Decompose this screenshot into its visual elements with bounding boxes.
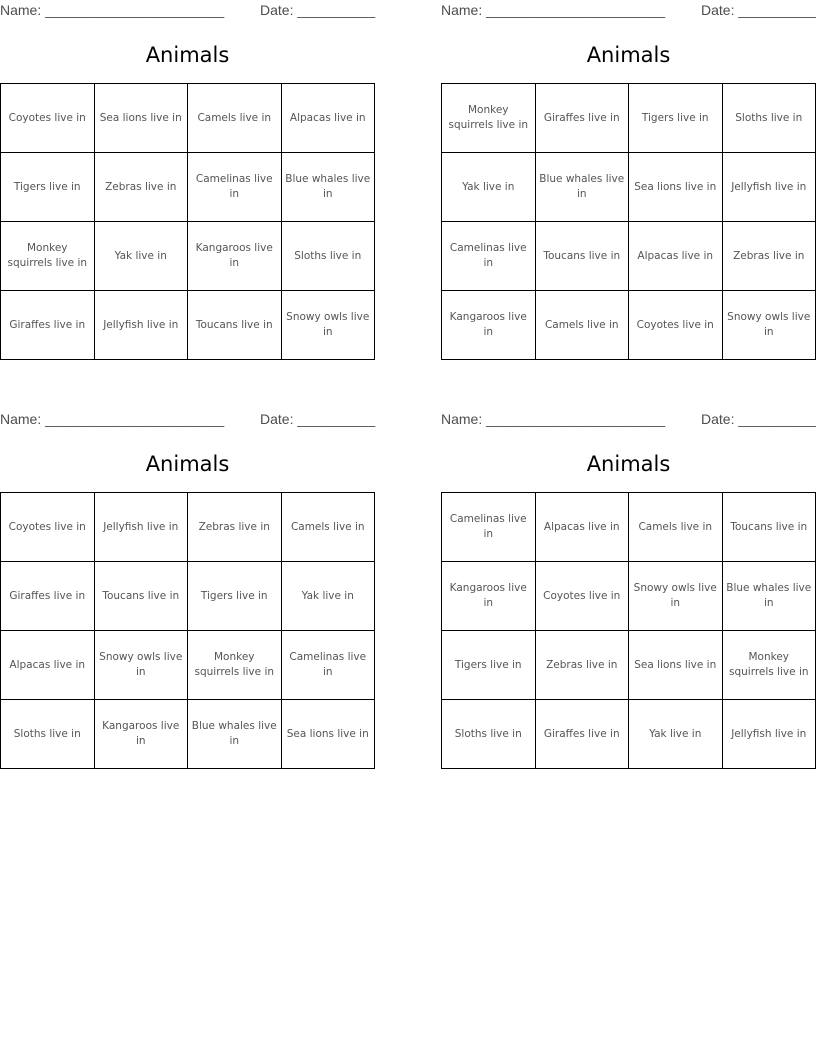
bingo-grid [0, 83, 375, 360]
bingo-grid [441, 83, 816, 360]
name-line: Name: _______________________ [0, 411, 225, 427]
grid-cell: Giraffes live in [535, 700, 629, 769]
grid-cell: Yak live in [629, 700, 723, 769]
grid-cell: Jellyfish live in [722, 153, 816, 222]
grid-cell: Camelinas live in [442, 493, 536, 562]
grid-row [1, 84, 375, 153]
grid-cell: Blue whales live in [188, 700, 282, 769]
grid-cell: Tigers live in [442, 631, 536, 700]
grid-cell: Monkey squirrels live in [722, 631, 816, 700]
name-line: Name: _______________________ [0, 2, 225, 18]
grid-cell: Coyotes live in [1, 84, 95, 153]
grid-cell: Monkey squirrels live in [442, 84, 536, 153]
grid-row [442, 493, 816, 562]
grid-cell: Tigers live in [1, 153, 95, 222]
grid-cell: Kangaroos live in [188, 222, 282, 291]
grid-cell: Camels live in [188, 84, 282, 153]
grid-cell: Monkey squirrels live in [188, 631, 282, 700]
grid-cell: Camels live in [629, 493, 723, 562]
grid-cell: Sea lions live in [94, 84, 188, 153]
grid-row [1, 493, 375, 562]
grid-cell: Alpacas live in [629, 222, 723, 291]
card-title: Animals [145, 452, 230, 476]
grid-cell: Blue whales live in [535, 153, 629, 222]
date-line: Date: __________ [701, 411, 816, 427]
grid-cell: Sea lions live in [629, 631, 723, 700]
grid-cell: Blue whales live in [281, 153, 375, 222]
grid-cell: Snowy owls live in [281, 291, 375, 360]
grid-cell: Coyotes live in [535, 562, 629, 631]
grid-cell: Zebras live in [188, 493, 282, 562]
grid-cell: Jellyfish live in [94, 493, 188, 562]
grid-cell: Snowy owls live in [629, 562, 723, 631]
grid-cell: Tigers live in [188, 562, 282, 631]
grid-row [442, 153, 816, 222]
grid-cell: Sloths live in [722, 84, 816, 153]
grid-cell: Sloths live in [281, 222, 375, 291]
grid-row [442, 84, 816, 153]
grid-cell: Camelinas live in [442, 222, 536, 291]
date-line: Date: __________ [260, 411, 376, 427]
grid-cell: Zebras live in [535, 631, 629, 700]
grid-cell: Toucans live in [94, 562, 188, 631]
card-header [441, 0, 816, 22]
grid-row [442, 631, 816, 700]
grid-cell: Kangaroos live in [94, 700, 188, 769]
bingo-card-2 [441, 0, 816, 360]
bingo-card-4 [441, 409, 816, 769]
grid-row [442, 562, 816, 631]
grid-row [442, 291, 816, 360]
bingo-card-1 [0, 0, 375, 360]
grid-cell: Camelinas live in [281, 631, 375, 700]
grid-cell: Blue whales live in [722, 562, 816, 631]
grid-cell: Jellyfish live in [94, 291, 188, 360]
grid-cell: Zebras live in [94, 153, 188, 222]
date-line: Date: __________ [701, 2, 816, 18]
bingo-card-3 [0, 409, 375, 769]
grid-cell: Giraffes live in [1, 291, 95, 360]
grid-cell: Snowy owls live in [94, 631, 188, 700]
grid-cell: Alpacas live in [281, 84, 375, 153]
grid-row [1, 631, 375, 700]
grid-cell: Alpacas live in [535, 493, 629, 562]
grid-cell: Sloths live in [442, 700, 536, 769]
date-line: Date: __________ [260, 2, 376, 18]
card-title: Animals [586, 452, 671, 476]
bingo-grid [441, 492, 816, 769]
card-title: Animals [145, 43, 230, 67]
grid-row [442, 700, 816, 769]
name-line: Name: _______________________ [441, 411, 666, 427]
grid-cell: Yak live in [442, 153, 536, 222]
grid-cell: Tigers live in [629, 84, 723, 153]
grid-cell: Coyotes live in [1, 493, 95, 562]
grid-row [1, 153, 375, 222]
grid-cell: Yak live in [281, 562, 375, 631]
grid-cell: Toucans live in [188, 291, 282, 360]
grid-cell: Monkey squirrels live in [1, 222, 95, 291]
grid-cell: Camels live in [535, 291, 629, 360]
grid-cell: Giraffes live in [1, 562, 95, 631]
grid-cell: Yak live in [94, 222, 188, 291]
grid-cell: Toucans live in [535, 222, 629, 291]
grid-cell: Camels live in [281, 493, 375, 562]
grid-cell: Zebras live in [722, 222, 816, 291]
grid-cell: Kangaroos live in [442, 562, 536, 631]
grid-row [1, 291, 375, 360]
grid-cell: Camelinas live in [188, 153, 282, 222]
grid-cell: Coyotes live in [629, 291, 723, 360]
name-line: Name: _______________________ [441, 2, 666, 18]
grid-cell: Sea lions live in [281, 700, 375, 769]
grid-cell: Kangaroos live in [442, 291, 536, 360]
grid-cell: Sea lions live in [629, 153, 723, 222]
grid-row [442, 222, 816, 291]
grid-row [1, 222, 375, 291]
card-header [441, 409, 816, 431]
grid-row [1, 562, 375, 631]
bingo-grid [0, 492, 375, 769]
grid-cell: Alpacas live in [1, 631, 95, 700]
grid-cell: Giraffes live in [535, 84, 629, 153]
card-title: Animals [586, 43, 671, 67]
grid-cell: Toucans live in [722, 493, 816, 562]
grid-cell: Snowy owls live in [722, 291, 816, 360]
grid-row [1, 700, 375, 769]
grid-cell: Sloths live in [1, 700, 95, 769]
card-header [0, 409, 375, 431]
grid-cell: Jellyfish live in [722, 700, 816, 769]
card-header [0, 0, 375, 22]
